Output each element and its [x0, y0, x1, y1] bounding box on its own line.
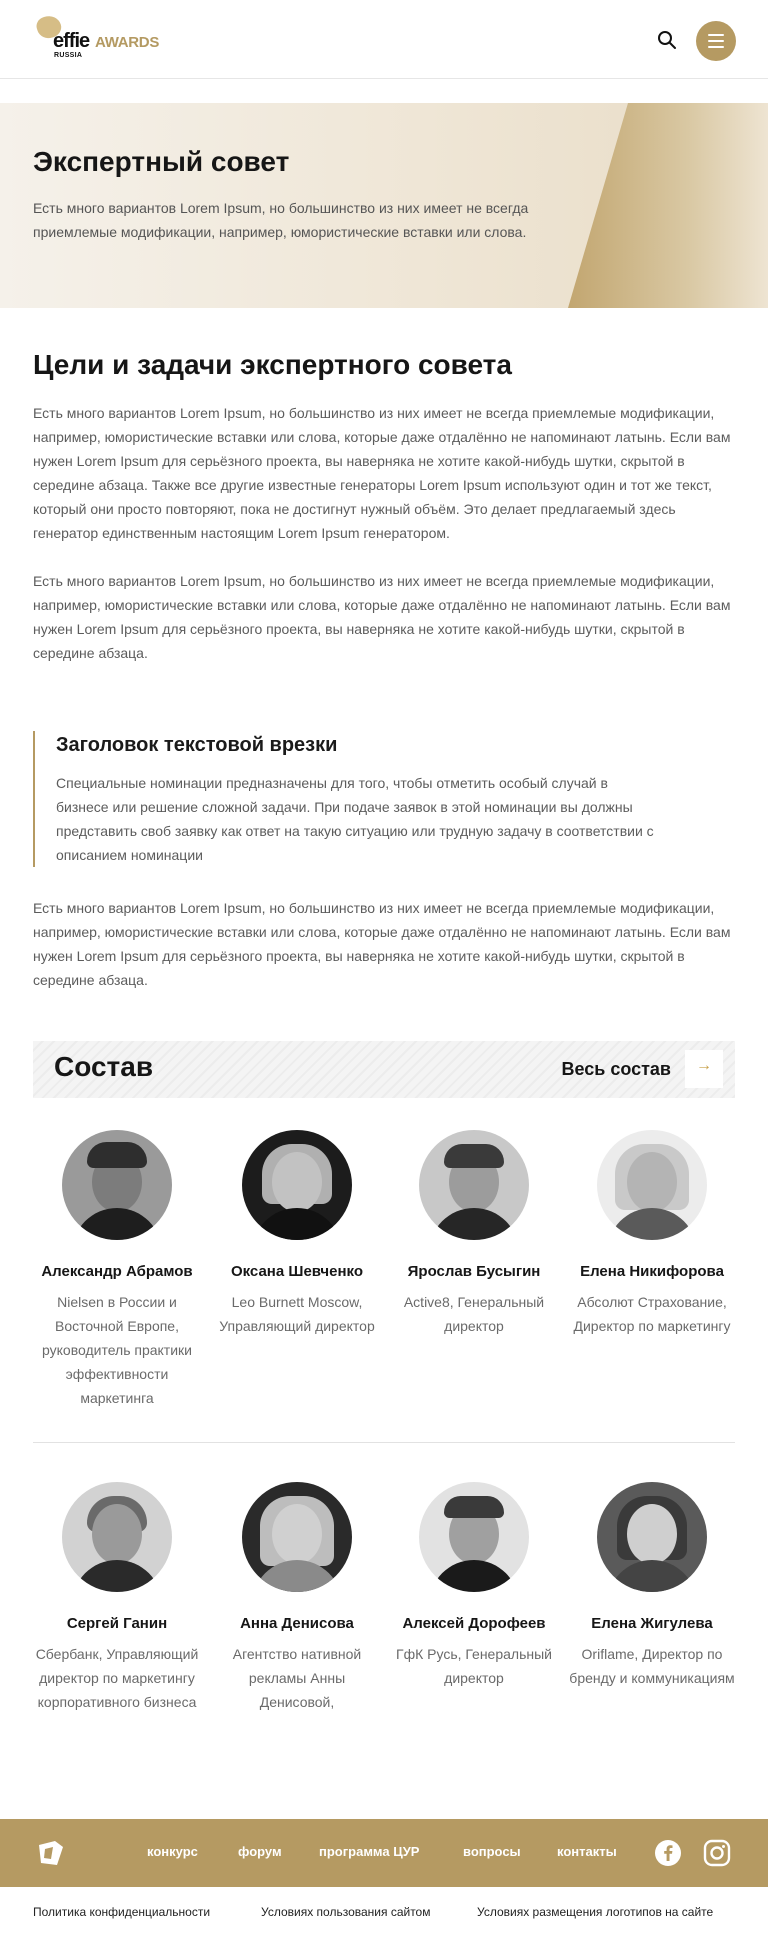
member-card[interactable]: [389, 1130, 559, 1338]
all-members-link[interactable]: Весь состав: [561, 1059, 671, 1079]
all-members-arrow-button[interactable]: [685, 1050, 723, 1088]
footer-logo-icon[interactable]: [33, 1839, 67, 1867]
callout-title: Заголовок текстовой врезки: [56, 734, 338, 756]
member-card[interactable]: [212, 1482, 382, 1714]
member-role: Абсолют Страхование, Директор по маркетингу: [573, 1294, 731, 1334]
goals-title: Цели и задачи экспертного совета: [33, 349, 512, 380]
logo-awards: AWARDS: [95, 34, 160, 51]
logo-word: effie: [53, 30, 90, 52]
member-card[interactable]: [212, 1130, 382, 1338]
text-callout: [33, 731, 735, 867]
hamburger-line: [708, 40, 724, 42]
member-card[interactable]: [567, 1482, 737, 1690]
facebook-icon[interactable]: [654, 1839, 682, 1867]
logo-placement-terms-link[interactable]: Условиях размещения логотипов на сайте: [477, 1905, 714, 1919]
site-header: [0, 0, 768, 79]
footer-link-contacts[interactable]: контакты: [557, 1844, 617, 1859]
members-title: Состав: [54, 1051, 154, 1082]
hamburger-menu-icon: [708, 34, 724, 36]
member-role: Nielsen в России и Восточной Европе, руководитель практики эффективности маркетинга: [42, 1294, 192, 1406]
member-name: Анна Денисова: [240, 1615, 354, 1632]
search-button[interactable]: [656, 29, 678, 51]
arrow-right-icon: →: [696, 1057, 712, 1074]
member-name: Елена Никифорова: [580, 1263, 724, 1280]
member-avatar: [419, 1482, 529, 1592]
hero-description: Есть много вариантов Lorem Ipsum, но большинство из них имеет не всегда приемлемые модификации, например, юмористические вставки или слова.: [33, 200, 529, 240]
member-role: Active8, Генеральный директор: [403, 1294, 545, 1334]
member-avatar: [597, 1130, 707, 1240]
member-name: Александр Абрамов: [41, 1263, 193, 1280]
member-role: Oriflame, Директор по бренду и коммуникациям: [569, 1646, 735, 1686]
privacy-policy-link[interactable]: Политика конфиденциальности: [33, 1905, 211, 1919]
callout-text: Специальные номинации предназначены для того, чтобы отметить особый случай в бизнесе или решение сложной задачи. При подаче заявок в этой номинации вы должны представить своб заявку как ответ на такую ситуацию или трудную задачу в соответствии с описанием номинации: [56, 775, 654, 863]
closing-paragraph: Есть много вариантов Lorem Ipsum, но большинство из них имеет не всегда приемлемые модификации, например, юмористические вставки или слова, которые даже отдалённо не напоминают латынь. Если вам нужен Lorem Ipsum для серьёзного проекта, вы наверняка не хотите какой-нибудь шутки, скрытой в середине абзаца.: [33, 900, 731, 988]
footer-link-questions[interactable]: вопросы: [463, 1844, 521, 1859]
effie-awards-logo[interactable]: [33, 14, 163, 62]
member-name: Оксана Шевченко: [230, 1263, 364, 1280]
goals-paragraph-2: Есть много вариантов Lorem Ipsum, но большинство из них имеет не всегда приемлемые модификации, например, юмористические вставки или слова, которые даже отдалённо не напоминают латынь. Если вам нужен Lorem Ipsum для серьёзного проекта, вы наверняка не хотите какой-нибудь шутки, скрытой в середине абзаца.: [33, 573, 731, 661]
hero-banner: [0, 103, 768, 308]
member-name: Алексей Дорофеев: [402, 1615, 546, 1632]
member-name: Ярослав Бусыгин: [407, 1263, 541, 1280]
member-card[interactable]: [389, 1482, 559, 1690]
member-avatar: [62, 1130, 172, 1240]
goals-section: [33, 349, 735, 665]
member-role: ГфК Русь, Генеральный директор: [396, 1646, 552, 1686]
members-divider: [33, 1442, 735, 1443]
site-footer: [0, 1819, 768, 1887]
search-icon: [656, 29, 678, 51]
member-role: Leo Burnett Moscow, Управляющий директор: [219, 1294, 375, 1334]
member-avatar: [419, 1130, 529, 1240]
member-avatar: [62, 1482, 172, 1592]
footer-link-program[interactable]: программа ЦУР: [319, 1844, 420, 1859]
member-name: Сергей Ганин: [66, 1615, 168, 1632]
member-card[interactable]: [32, 1482, 202, 1714]
member-avatar: [597, 1482, 707, 1592]
member-role: Агентство нативной рекламы Анны Денисовой,: [232, 1646, 362, 1710]
footer-link-forum[interactable]: форум: [238, 1844, 282, 1859]
hamburger-line: [708, 46, 724, 48]
footer-link-konkurs[interactable]: конкурс: [147, 1844, 198, 1859]
terms-of-use-link[interactable]: Условиях пользования сайтом: [261, 1905, 431, 1919]
member-avatar: [242, 1482, 352, 1592]
members-header: [33, 1041, 735, 1098]
member-card[interactable]: [567, 1130, 737, 1338]
member-name: Елена Жигулева: [591, 1615, 713, 1632]
goals-paragraph-1: Есть много вариантов Lorem Ipsum, но большинство из них имеет не всегда приемлемые модификации, например, юмористические вставки или слова, которые даже отдалённо не напоминают латынь. Если вам нужен Lorem Ipsum для серьёзного проекта, вы наверняка не хотите какой-нибудь шутки, скрытой в середине абзаца. Также все другие известные генераторы Lorem Ipsum используют один и тот же текст, который они просто повторяют, пока не достигнут нужный объём. Это делает предлагаемый здесь генератор единственным настоящим Lorem Ipsum генератором.: [33, 405, 731, 541]
logo-country: RUSSIA: [54, 52, 83, 59]
member-role: Сбербанк, Управляющий директор по маркетингу корпоративного бизнеса: [35, 1646, 199, 1710]
member-avatar: [242, 1130, 352, 1240]
instagram-icon[interactable]: [703, 1839, 731, 1867]
member-card[interactable]: [32, 1130, 202, 1410]
page-title: Экспертный совет: [33, 146, 290, 177]
menu-button[interactable]: [696, 21, 736, 61]
